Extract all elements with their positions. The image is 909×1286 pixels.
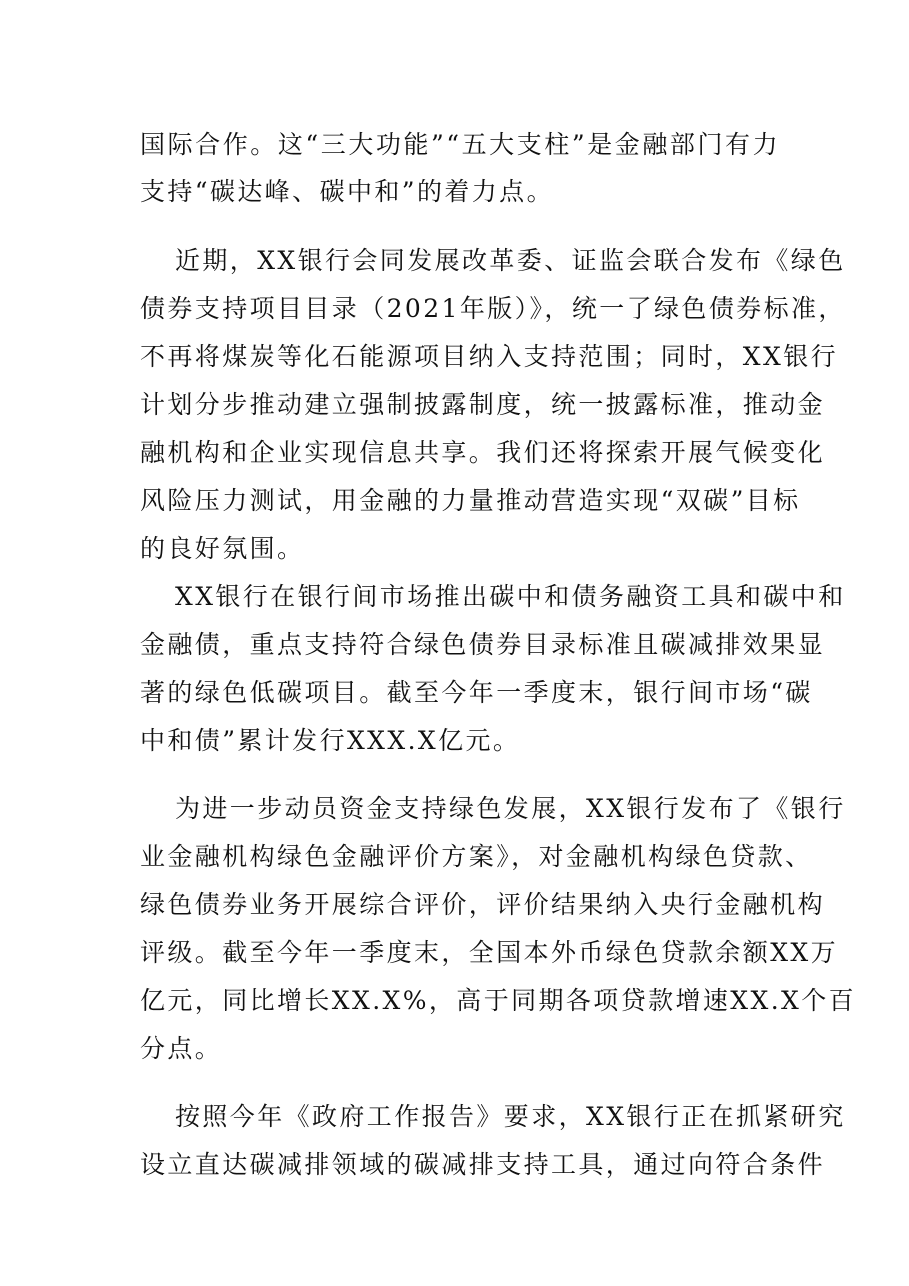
text-line: 设立直达碳减排领域的碳减排支持工具，通过向符合条件 [140,1150,826,1179]
text-line: 中和债”累计发行XXX.X亿元。 [140,726,521,755]
text-line: 近期，XX银行会同发展改革委、证监会联合发布《绿色 [175,246,846,275]
text-line: 不再将煤炭等化石能源项目纳入支持范围；同时，XX银行 [140,342,838,371]
text-line: 风险压力测试，用金融的力量推动营造实现“双碳”目标 [140,486,801,515]
text-line: 国际合作。这“三大功能”“五大支柱”是金融部门有力 [140,130,780,159]
text-line: 支持“碳达峰、碳中和”的着力点。 [140,177,554,206]
text-line: 评级。截至今年一季度末，全国本外币绿色贷款余额XX万 [140,938,838,967]
text-line: XX银行在银行间市场推出碳中和债务融资工具和碳中和 [175,582,846,611]
text-line: 金融债，重点支持符合绿色债券目录标准且碳减排效果显 [140,630,826,659]
text-line: 亿元，同比增长XX.X%，高于同期各项贷款增速XX.X个百 [140,986,857,1015]
text-line: 为进一步动员资金支持绿色发展，XX银行发布了《银行 [175,794,846,823]
text-line: 的良好氛围。 [140,534,305,563]
text-line: 计划分步推动建立强制披露制度，统一披露标准，推动金 [140,390,826,419]
text-line: 分点。 [140,1034,223,1063]
text-line: 绿色债券业务开展综合评价，评价结果纳入央行金融机构 [140,890,826,919]
text-line: 债券支持项目目录（2021年版）》，统一了绿色债券标准， [140,294,846,323]
text-line: 业金融机构绿色金融评价方案》，对金融机构绿色贷款、 [140,842,813,871]
text-line: 按照今年《政府工作报告》要求，XX银行正在抓紧研究 [175,1102,846,1131]
text-line: 著的绿色低碳项目。截至今年一季度末，银行间市场“碳 [140,678,813,707]
text-line: 融机构和企业实现信息共享。我们还将探索开展气候变化 [140,438,826,467]
